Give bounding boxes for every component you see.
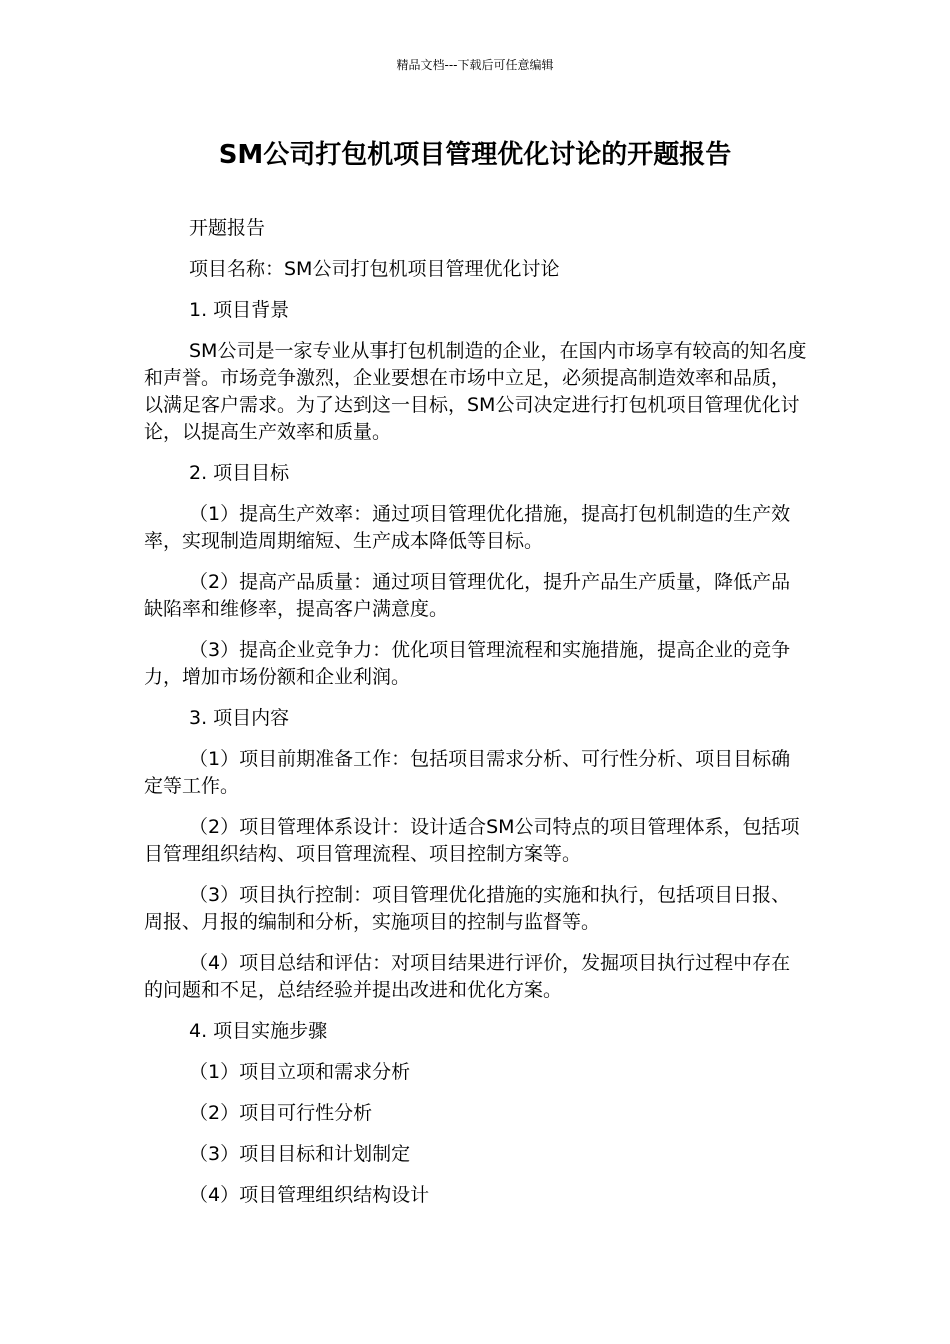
paragraph-step-2: （2）项目可行性分析 [189,1102,373,1124]
heading-steps: 4. 项目实施步骤 [189,1020,328,1042]
paragraph-report-label: 开题报告 [189,217,266,239]
paragraph-objective-3: （3）提高企业竞争力：优化项目管理流程和实施措施，提高企业的竞争力，增加市场份额和企业利润。 [144,639,791,688]
paragraph-step-4: （4）项目管理组织结构设计 [189,1184,430,1206]
document-title: SM公司打包机项目管理优化讨论的开题报告 [218,140,732,170]
paragraph-project-name: 项目名称：SM公司打包机项目管理优化讨论 [189,258,560,280]
paragraph-background: SM公司是一家专业从事打包机制造的企业，在国内市场享有较高的知名度和声誉。市场竞争激烈，企业要想在市场中立足，必须提高制造效率和品质，以满足客户需求。为了达到这一目标，SM公司决定进行打包机项目管理优化讨论，以提高生产效率和质量。 [144,340,807,443]
paragraph-step-3: （3）项目目标和计划制定 [189,1143,411,1165]
paragraph-content-2: （2）项目管理体系设计：设计适合SM公司特点的项目管理体系，包括项目管理组织结构、项目管理流程、项目控制方案等。 [144,816,800,865]
paragraph-content-1: （1）项目前期准备工作：包括项目需求分析、可行性分析、项目目标确定等工作。 [144,748,791,797]
heading-objectives: 2. 项目目标 [189,462,290,484]
heading-content: 3. 项目内容 [189,707,290,729]
document-body [144,215,808,1223]
paragraph-step-1: （1）项目立项和需求分析 [189,1061,411,1083]
header-note: 精品文档---下载后可任意编辑 [396,58,554,72]
paragraph-objective-1: （1）提高生产效率：通过项目管理优化措施，提高打包机制造的生产效率，实现制造周期缩短、生产成本降低等目标。 [144,503,791,552]
paragraph-objective-2: （2）提高产品质量：通过项目管理优化，提升产品生产质量，降低产品缺陷率和维修率，提高客户满意度。 [144,571,791,620]
heading-background: 1. 项目背景 [189,299,290,321]
paragraph-content-4: （4）项目总结和评估：对项目结果进行评价，发掘项目执行过程中存在的问题和不足，总结经验并提出改进和优化方案。 [144,952,791,1001]
paragraph-content-3: （3）项目执行控制：项目管理优化措施的实施和执行，包括项目日报、周报、月报的编制和分析，实施项目的控制与监督等。 [144,884,791,933]
